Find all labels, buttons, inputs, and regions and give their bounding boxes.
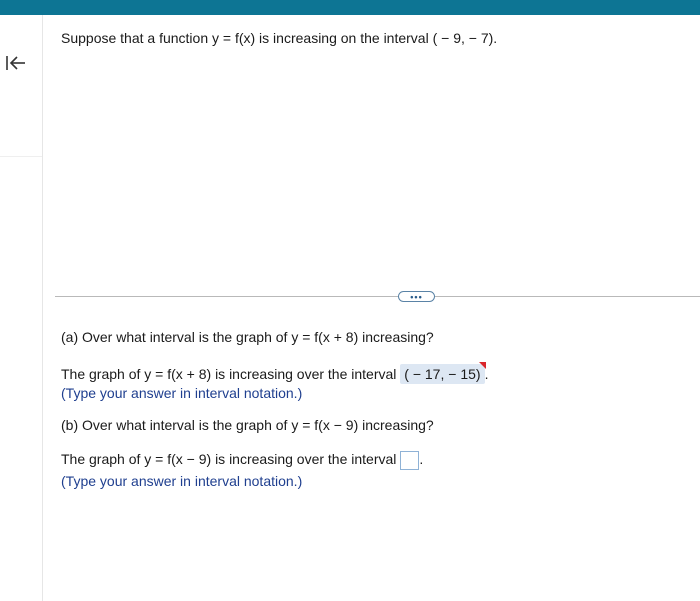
left-rail [0, 15, 43, 601]
collapse-left-icon [4, 51, 28, 75]
incorrect-flag-icon [479, 362, 486, 369]
rail-divider [0, 156, 42, 157]
part-a-hint: (Type your answer in interval notation.) [61, 385, 303, 401]
part-a-answer-suffix: . [484, 366, 489, 382]
expand-more-button[interactable] [398, 291, 435, 302]
part-b-answer-suffix: . [419, 451, 424, 468]
part-a-answer-line [61, 364, 488, 384]
part-b-answer-input[interactable] [400, 451, 419, 470]
part-a-answer-field[interactable] [400, 364, 484, 384]
more-dots-icon: ••• [410, 291, 423, 302]
collapse-button[interactable] [4, 51, 28, 75]
part-a-answer-prefix: The graph of y = f(x + 8) is increasing over the interval [61, 366, 397, 382]
part-b-answer-line [61, 451, 423, 470]
section-divider [55, 296, 700, 297]
part-b-answer-prefix: The graph of y = f(x − 9) is increasing over the interval [61, 451, 397, 468]
part-b-prompt: (b) Over what interval is the graph of y = f(x − 9) increasing? [61, 417, 434, 433]
part-a-answer-value: ( − 17, − 15) [404, 366, 481, 382]
top-bar [0, 0, 700, 15]
part-b-hint: (Type your answer in interval notation.) [61, 473, 303, 489]
question-text: Suppose that a function y = f(x) is increasing on the interval ( − 9, − 7). [61, 30, 498, 46]
part-a-prompt: (a) Over what interval is the graph of y = f(x + 8) increasing? [61, 329, 434, 345]
